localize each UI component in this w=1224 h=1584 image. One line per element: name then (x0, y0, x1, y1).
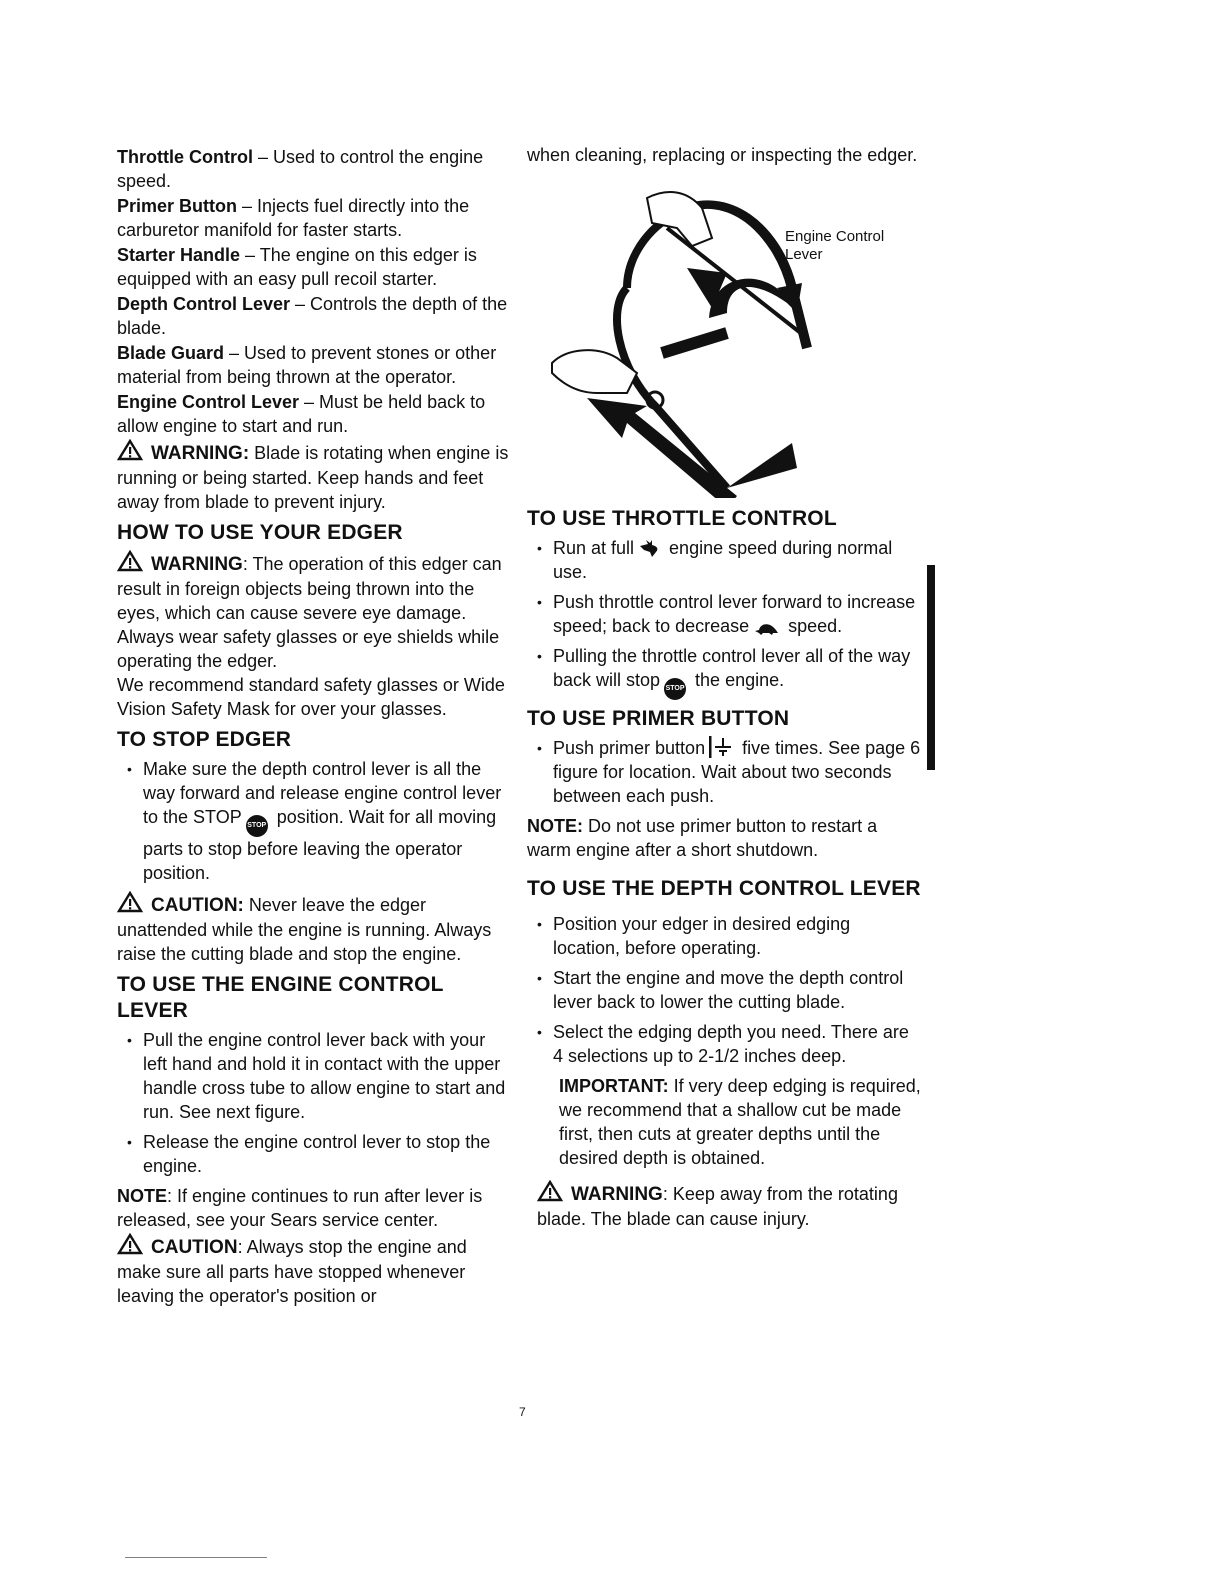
turtle-icon (753, 622, 779, 636)
warning-triangle-icon (537, 1180, 563, 1202)
stop-list (117, 757, 512, 885)
list-item: • Select the edging depth you need. There are 4 selections up to 2-1/2 inches deep. (527, 1020, 922, 1068)
heading-throttle: TO USE THROTTLE CONTROL (527, 507, 837, 530)
page-number: 7 (519, 1405, 526, 1419)
section-marker-bar (927, 565, 935, 770)
warning-triangle-icon (117, 550, 143, 572)
primer-icon (709, 736, 733, 758)
warning-triangle-icon (117, 1233, 143, 1255)
footer-rule (125, 1557, 267, 1558)
list-item: • Run at full engine speed during normal use. (527, 536, 922, 584)
note-warm-engine: NOTE: Do not use primer button to restart a warm engine after a short shutdown. (527, 816, 878, 860)
list-item: • Release the engine control lever to stop the engine. (117, 1130, 512, 1178)
definition-primer: Primer Button – Injects fuel directly into the carburetor manifold for faster starts. (117, 196, 470, 240)
warning-triangle-icon (117, 439, 143, 461)
stop-sign-icon: STOP (246, 815, 268, 837)
left-column (117, 145, 512, 1308)
note-sears: NOTE: If engine continues to run after lever is released, see your Sears service center. (117, 1186, 483, 1230)
engine-list (117, 1028, 512, 1178)
caution-stop-engine: CAUTION: Always stop the engine and make sure all parts have stopped whenever leaving the operator's position or (117, 1233, 512, 1308)
stop-sign-icon: STOP (664, 678, 686, 700)
heading-engine-control: TO USE THE ENGINE CONTROL LEVER (117, 973, 444, 1022)
heading-primer: TO USE PRIMER BUTTON (527, 707, 790, 730)
definition-blade-guard: Blade Guard – Used to prevent stones or other material from being thrown at the operator. (117, 343, 497, 387)
heading-depth-control: TO USE THE DEPTH CONTROL LEVER (527, 877, 921, 900)
continued-text: when cleaning, replacing or inspecting the edger. (527, 145, 918, 165)
definition-starter: Starter Handle – The engine on this edger is equipped with an easy pull recoil starter. (117, 245, 477, 289)
primer-list (527, 736, 922, 808)
warning-triangle-icon (117, 891, 143, 913)
warning-eyes: WARNING: The operation of this edger can result in foreign objects being thrown into the eyes, which can cause severe eye damage. Always wear safety glasses or eye shields while operating the edger. (117, 550, 512, 673)
heading-how-to-use: HOW TO USE YOUR EDGER (117, 521, 403, 544)
right-column (527, 143, 922, 1231)
recommend-text: We recommend standard safety glasses or Wide Vision Safety Mask for over your glasses. (117, 675, 505, 719)
depth-list (527, 912, 922, 1068)
figure-label: Engine Control Lever (785, 228, 885, 263)
definition-engine-lever: Engine Control Lever – Must be held back to allow engine to start and run. (117, 392, 486, 436)
list-item: • Push primer button five times. See page 6 figure for location. Wait about two seconds between each push. (527, 736, 922, 808)
rabbit-icon (638, 540, 660, 558)
warning-blade: WARNING: Blade is rotating when engine is running or being started. Keep hands and feet away from blade to prevent injury. (117, 439, 512, 514)
list-item: • Position your edger in desired edging location, before operating. (527, 912, 922, 960)
list-item: • Make sure the depth control lever is all the way forward and release engine control lever to the STOP STOP position. Wait for all moving parts to stop before leaving the operator position. (117, 757, 512, 885)
heading-stop-edger: TO STOP EDGER (117, 728, 292, 751)
list-item: • Pulling the throttle control lever all of the way back will stop STOP the engine. (527, 644, 922, 700)
caution-unattended: CAUTION: Never leave the edger unattended while the engine is running. Always raise the cutting blade and stop the engine. (117, 891, 512, 966)
list-item: • Start the engine and move the depth control lever back to lower the cutting blade. (527, 966, 922, 1014)
list-item: • Push throttle control lever forward to increase speed; back to decrease speed. (527, 590, 922, 638)
definition-throttle: Throttle Control – Used to control the engine speed. (117, 147, 484, 191)
important-note: IMPORTANT: If very deep edging is required, we recommend that a shallow cut be made first, then cuts at greater depths until the desired depth is obtained. (559, 1076, 921, 1168)
definition-depth: Depth Control Lever – Controls the depth of the blade. (117, 294, 508, 338)
warning-rotating-blade: WARNING: Keep away from the rotating blade. The blade can cause injury. (527, 1180, 922, 1231)
engine-control-figure (527, 168, 922, 498)
list-item: • Pull the engine control lever back with your left hand and hold it in contact with the upper handle cross tube to allow engine to start and run. See next figure. (117, 1028, 512, 1124)
throttle-list (527, 536, 922, 700)
handle-illustration (527, 168, 827, 498)
